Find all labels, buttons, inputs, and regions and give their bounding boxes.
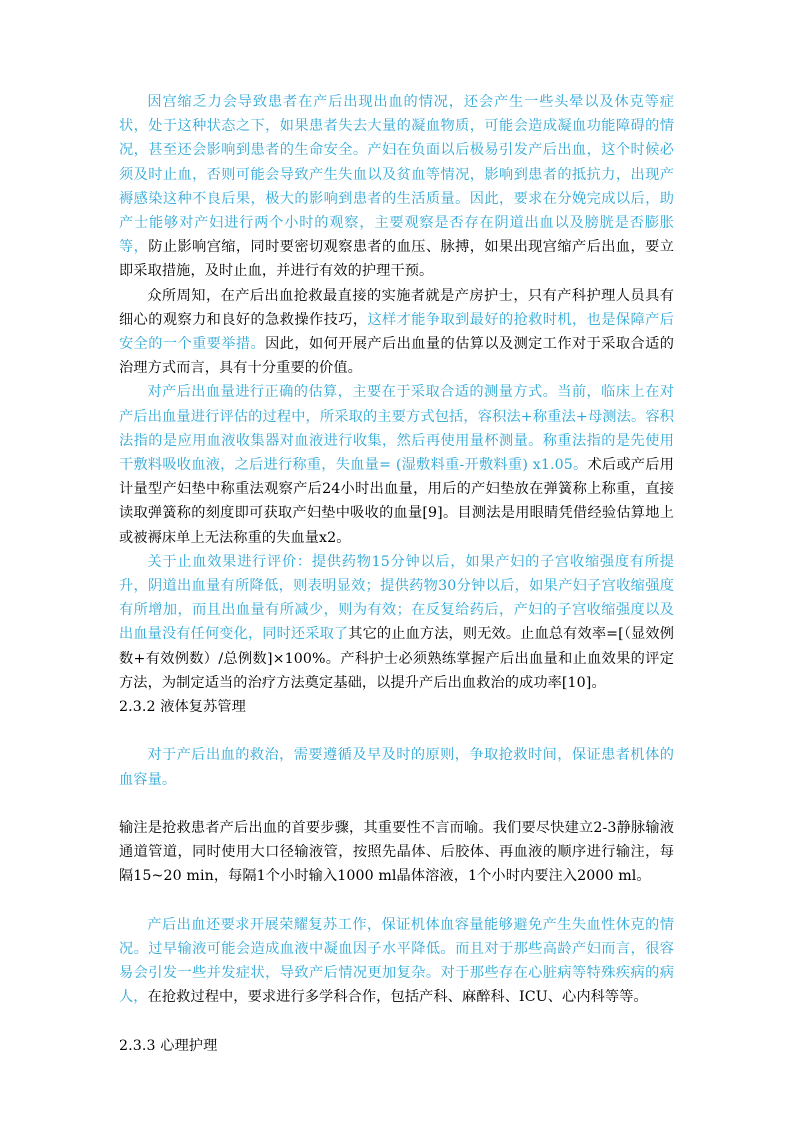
body-text: 其它的止血方法，则无效。止血总有效率=[（显效例数+有效例数）/总例数]×100%。产科护士必须熟练掌握产后出血量和止血效果的评定方法，为制定适当的治疗方法奠定基础，以提升产后出血救治的成功率[10]。 — [119, 626, 674, 691]
paragraph-blood-loss-estimation — [119, 380, 674, 549]
highlighted-text: 产后出血还要求开展荣耀复苏工作，保证机体血容量能够避免产生失血性休克的情况。过早输液可能会造成血液中凝血因子水平降低。而且对于那些高龄产妇而言，很容易会引发一些并发症状，导致产后情况更加复杂。对于那些存在心脏病等特殊疾病的病人， — [119, 916, 674, 1006]
section-heading-fluid-resuscitation: 2.3.2 液体复苏管理 — [119, 699, 246, 716]
blank-line — [119, 719, 674, 743]
document-page — [119, 90, 674, 1058]
highlighted-text: 关于止血效果进行评价：提供药物15分钟以后，如果产妇的子宫收缩强度有所提升，阴道出血量有所降低，则表明显效；提供药物30分钟以后，如果产妇子宫收缩强度有所增加，而且出血量有所减少，则为有效；在反复给药后，产妇的子宫收缩强度以及出血量没有任何变化，同时还采取了 — [119, 553, 674, 643]
highlighted-text: 对产后出血量进行正确的估算，主要在于采取合适的测量方式。当前，临床上在对产后出血量进行评估的过程中，所采取的主要方式包括，容积法+称重法+母测法。容积法指的是应用血液收集器对血液进行收集，然后再使用量杯测量。称重法指的是先使用干敷料吸收血液，之后进行称重，失血量= (湿敷料重-开敷料重) x1.05。 — [119, 384, 674, 474]
highlighted-text: 因宫缩乏力会导致患者在产后出现出血的情况，还会产生一些头晕以及休克等症状，处于这种状态之下，如果患者失去大量的凝血物质，可能会造成凝血功能障碍的情况，甚至还会影响到患者的生命安全。产妇在负面以后极易引发产后出血，这个时候必须及时止血，否则可能会导致产生失血以及贫血等情况，影响到患者的抵抗力，出现产褥感染这种不良后果，极大的影响到患者的生活质量。因此，要求在分娩完成以后，助产士能够对产妇进行两个小时的观察，主要观察是否存在阴道出血以及膀胱是否膨胀等， — [119, 94, 674, 256]
body-text: 术后或产后用计量型产妇垫中称重法观察产后24小时出血量，用后的产妇垫放在弹簧称上称重，直接读取弹簧称的刻度即可获取产妇垫中吸收的血量[9]。目测法是用眼睛凭借经验估算地上或被褥床单上无法称重的失血量x2。 — [119, 457, 674, 546]
section-heading-psychological-care: 2.3.3 心理护理 — [119, 1037, 218, 1054]
paragraph-hemorrhage-risk — [119, 90, 674, 284]
blank-line — [119, 792, 674, 816]
body-text: 在抢救过程中，要求进行多学科合作，包括产科、麻醉科、ICU、心内科等等。 — [147, 989, 648, 1006]
blank-line — [119, 1010, 674, 1034]
paragraph-nurse-role — [119, 284, 674, 381]
blank-line — [119, 889, 674, 913]
body-text: 因此，如何开展产后出血量的估算以及测定工作对于采取合适的治理方式而言，具有十分重要的价值。 — [119, 336, 674, 377]
highlighted-text: 这样才能争取到最好的抢救时机，也是保障产后安全的一个重要举措。 — [119, 311, 674, 353]
paragraph-resuscitation-work — [119, 913, 674, 1010]
body-text: 防止影响宫缩，同时要密切观察患者的血压、脉搏，如果出现宫缩产后出血，要立即采取措施，及时止血，并进行有效的护理干预。 — [119, 239, 674, 280]
paragraph-early-treatment: 对于产后出血的救治，需要遵循及早及时的原则，争取抢救时间，保证患者机体的血容量。 — [119, 747, 674, 788]
paragraph-infusion: 输注是抢救患者产后出血的首要步骤，其重要性不言而喻。我们要尽快建立2-3静脉输液通道管道，同时使用大口径输液管，按照先晶体、后胶体、再血液的顺序进行输注，每隔15~20 min，每隔1个小时输入1000 ml晶体溶液，1个小时内要注入2000 ml。 — [119, 820, 674, 885]
body-text: 众所周知，在产后出血抢救最直接的实施者就是产房护士，只有产科护理人员具有细心的观察力和良好的急救操作技巧， — [119, 287, 674, 328]
paragraph-hemostasis-evaluation — [119, 550, 674, 695]
